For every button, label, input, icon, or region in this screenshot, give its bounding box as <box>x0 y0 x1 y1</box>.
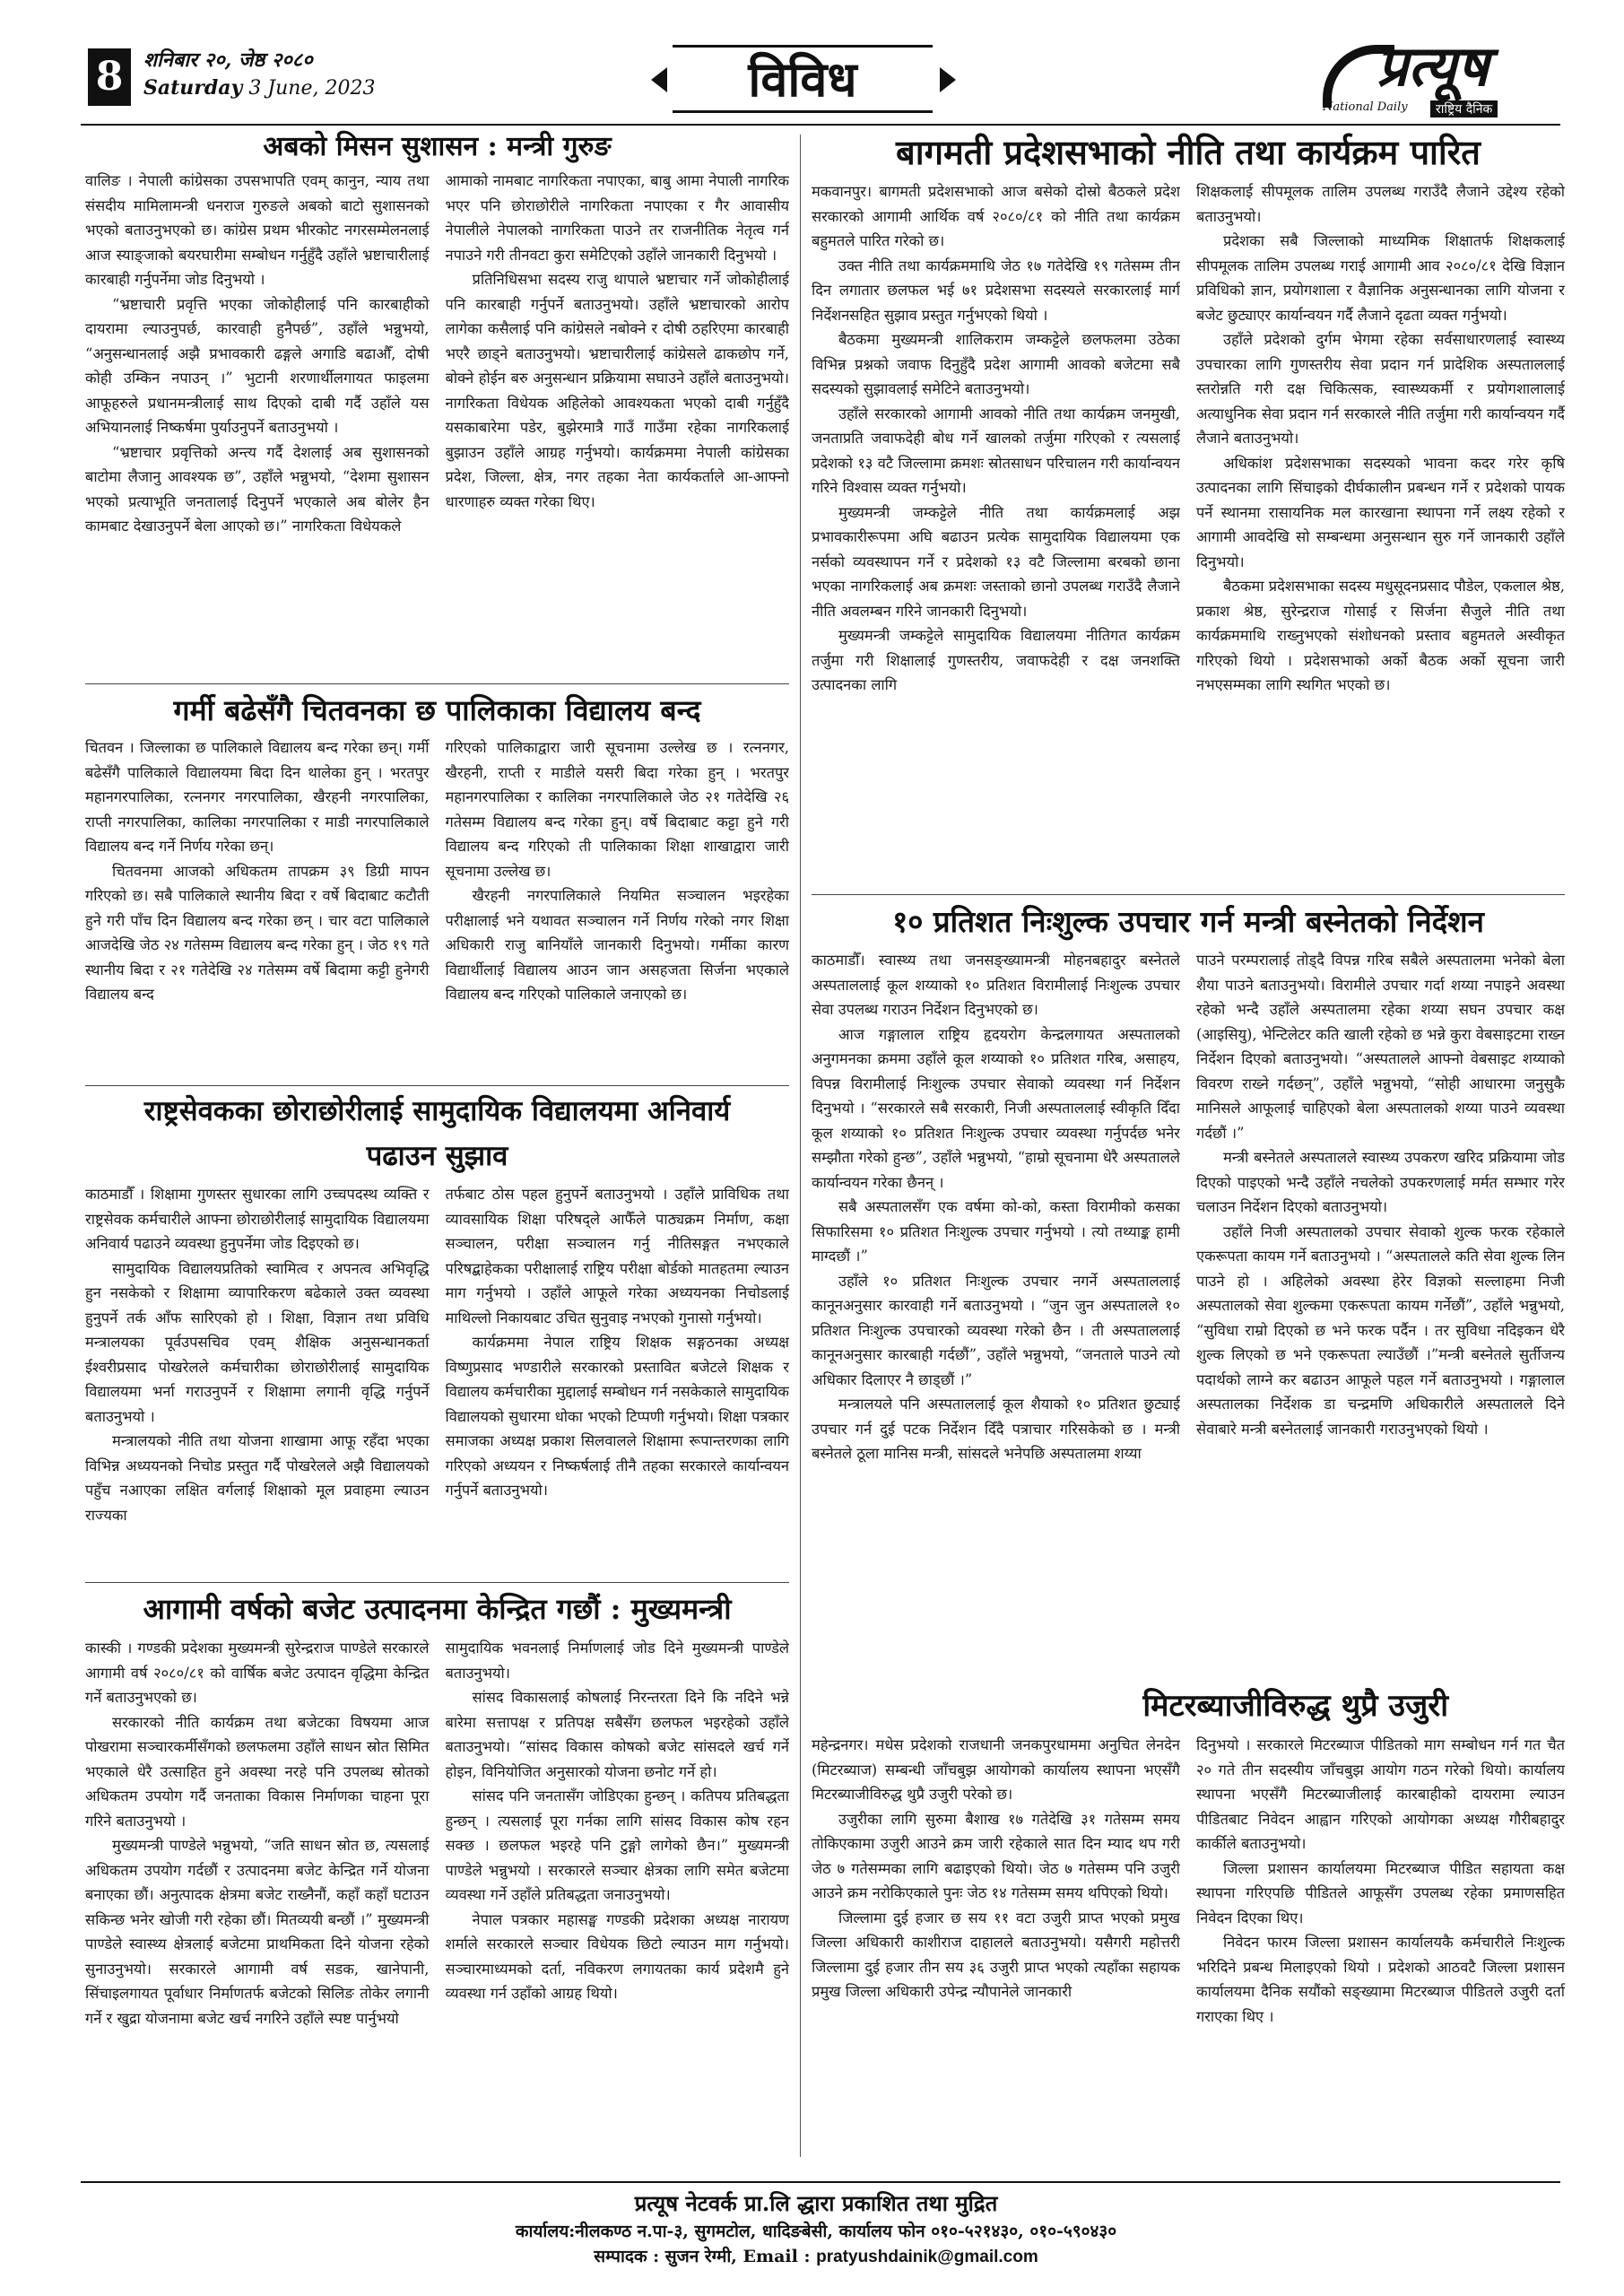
office-line: कार्यालय:नीलकण्ठ न.पा-३, सुगमटोल, धादिङबेसी, कार्यालय फोन ०१०-५२१४३०, ०१०-५९०४३० <box>515 2222 1117 2241</box>
paragraph: मन्त्री बस्नेतले अस्पतालले स्वास्थ्य उपकरण खरिद प्रक्रियामा जोड दिएको पाइएको भन्दै उहाँले नचलेको उपकरणलाई मर्मत सम्भार गरेर चलाउन निर्देशन दिएको बताउनुभयो। <box>1196 1149 1565 1215</box>
paragraph: वालिङ । नेपाली कांग्रेसका उपसभापति एवम् कानुन, न्याय तथा संसदीय मामिलामन्त्री धनराज गुरुङले अबको बाटो सुशासनको भएको बताउनुभएको छ। कांग्रेस प्रथम भीरकोट नगरसम्मेलनलाई आज स्याङ्जाको बयरघारीमा सम्बोधन गर्नुहुँदै उहाँले भ्रष्टाचारीलाई कारबाही गर्नुपर्नेमा जोड दिनुभयो । <box>85 172 430 288</box>
article-free-treatment <box>812 898 1565 1678</box>
paragraph: मकवानपुर। बागमती प्रदेशसभाको आज बसेको दोस्रो बैठकले प्रदेश सरकारको आगामी आर्थिक वर्ष २०८०/८१ को नीति तथा कार्यक्रम बहुमतले पारित गरेको छ। <box>812 183 1180 249</box>
paragraph: शिक्षकलाई सीपमूलक तालिम उपलब्ध गराउँदै लैजाने उद्देश्य रहेको बताउनुभयो। <box>1196 183 1565 225</box>
editor-line <box>314 2244 1318 2270</box>
paragraph: दिनुभयो । सरकारले मिटरब्याज पीडितको माग सम्बोधन गर्न गत चैत २० गते तीन सदस्यीय जाँचबुझ आयोग गठन गरेको थियो। कार्यालय स्थापना भएसँगै मिटरब्याजीलाई कारबाहीको दायरामा ल्याउन पीडितबाट निवेदन आह्वान गरिएको आयोगका अध्यक्ष गौरीबहादुर कार्कीले बताउनुभयो। <box>1196 1736 1565 1852</box>
paragraph: बैठकमा मुख्यमन्त्री शालिकराम जम्कट्टेले छलफलमा उठेका विभिन्न प्रश्नको जवाफ दिनुहुँदै प्रदेश आगामी आवको बजेटमा सबै सदस्यको सुझावलाई समेटिने बताउनुभयो। <box>812 331 1180 397</box>
article-headline: १० प्रतिशत निःशुल्क उपचार गर्न मन्त्री बस्नेतको निर्देशन <box>892 904 1484 939</box>
paragraph: सबै अस्पतालसँग एक वर्षमा को-को, कस्ता विरामीको कसका सिफारिसमा १० प्रतिशत निःशुल्क उपचार गर्नुभयो । त्यो तथ्याङ्क हामी माग्दछौं ।” <box>812 1198 1180 1265</box>
article-column <box>446 1636 790 2173</box>
paragraph: “भ्रष्टाचारी प्रवृत्ति भएका जोकोहीलाई पनि कारबाहीको दायरामा ल्याउनुपर्छ, कारवाही हुनैपर्छ”, उहाँले भन्नुभयो, “अनुसन्धानलाई अझै प्रभावकारी ढङ्गले अगाडि बढाऔँ, दोषी कोही उम्किन नपाउन् ।” भुटानी शरणार्थीलगायत फाइलमा आफूहरुले प्रधानमन्त्रीलाई साथ दिएको दाबी गर्दै उहाँले यस अभियानलाई निष्कर्षमा पुर्याउनुपर्ने बताउनुभयो । <box>85 295 430 436</box>
paragraph: आमाको नामबाट नागरिकता नपाएका, बाबु आमा नेपाली नागरिक भएर पनि छोराछोरीले नागरिकता नपाएका र गैर आवासीय नेपालीले नेपालको नागरिकता पाउने तर राजनीतिक नेतृत्व गर्न नपाउने गरी तीनवटा कुरा समेटिएको उहाँले जानकारी दिनुभयो । <box>445 172 789 264</box>
column-divider <box>800 135 801 2157</box>
paragraph: काठमाडौँ। स्वास्थ्य तथा जनसङ्ख्यामन्त्री मोहनबहादुर बस्नेतले अस्पताललाई कूल शय्याको १० प्रतिशत विरामीलाई निःशुल्क उपचार सेवा उपलब्ध गराउन निर्देशन दिनुभएको छ। <box>812 952 1180 1018</box>
article-budget-production <box>85 1586 789 2173</box>
article-headline: राष्ट्रसेवकका छोराछोरीलाई सामुदायिक विद्यालयमा अनिवार्य <box>143 1095 731 1127</box>
paragraph: कार्यक्रममा नेपाल राष्ट्रिय शिक्षक सङ्गठनका अध्यक्ष विष्णुप्रसाद भण्डारीले सरकारको प्रस्तावित बजेटले शिक्षक र विद्यालय कर्मचारीका मुद्दालाई सम्बोधन गर्न नसकेकाले सामुदायिक विद्यालयको सुधारमा धोका भएको टिप्पणी गर्नुभयो। शिक्षा पत्रकार समाजका अध्यक्ष प्रकाश सिलवालले शिक्षामा रूपान्तरणका लागि गरिएको अध्ययन र निष्कर्षलाई तीनै तहका सरकारले कार्यान्वयन गर्नुपर्ने बताउनुभयो। <box>445 1334 789 1499</box>
imprint-footer <box>314 2188 1318 2278</box>
paragraph: सामुदायिक भवनलाई निर्माणलाई जोड दिने मुख्यमन्त्री पाण्डेले बताउनुभयो। <box>445 1639 789 1682</box>
paragraph: मुख्यमन्त्री जम्कट्टेले नीति तथा कार्यक्रमलाई अझ प्रभावकारीरूपमा अघि बढाउन प्रत्येक सामुदायिक विद्यालयमा एक नर्सको व्यवस्थापन गर्ने र प्रदेशको १३ वटै जिल्लामा बरबको छाना भएका नागरिकलाई अब क्रमशः जस्ताको छानो उपलब्ध गराउँदै लैजाने नीति अवलम्बन गरिने जानकारी दिनुभयो। <box>812 503 1180 620</box>
article-divider <box>85 1582 789 1583</box>
article-headline: आगामी वर्षको बजेट उत्पादनमा केन्द्रित गछौं : मुख्यमन्त्री <box>143 1592 732 1626</box>
paragraph: प्रदेशका सबै जिल्लाको माध्यमिक शिक्षातर्फ शिक्षकलाई सीपमूलक तालिम उपलब्ध गराई आगामी आव २०८०/८१ देखि विज्ञान प्रविधिको ज्ञान, प्रयोगशाला र वैज्ञानिक अनुसन्धानका लागि योजना र बजेट छुट्याएर कार्यान्वयन गर्दै लैजाने दृढता व्यक्त गर्नुभयो। <box>1196 232 1565 324</box>
paragraph: आज गङ्गालाल राष्ट्रिय हृदयरोग केन्द्रलगायत अस्पतालको अनुगमनका क्रममा उहाँले कूल शय्याको १० प्रतिशत गरिब, असाहय, विपन्न विरामीलाई निःशुल्क उपचार सेवाको व्यवस्था गर्न निर्देशन दिनुभयो । “सरकारले सबै सरकारी, निजी अस्पताललाई स्वीकृति दिँदा कूल शय्याको १० प्रतिशत निःशुल्क उपचार व्यवस्था गर्नुपर्दछ भनेर सम्झौता गरेको हुन्छ”, उहाँले भन्नुभयो, “हाम्रो सूचनामा धेरै अस्पतालले कार्यान्वयन गरेका छैनन् । <box>812 1025 1180 1191</box>
article-bagmati-policy <box>812 127 1565 890</box>
paragraph: “भ्रष्टाचार प्रवृत्तिको अन्त्य गर्दै देशलाई अब सुशासनको बाटोमा लैजानु आवश्यक छ”, उहाँले भन्नुभयो, “देशमा सुशासन भएको प्रत्याभूति जनतालाई दिनुपर्ने भएकाले अब बोलेर हैन कामबाट देखाउनुपर्ने बेला आएको छ।” नागरिकता विधेयकले <box>85 443 430 535</box>
date-nepali: शनिबार २०, जेष्ठ २०८० <box>143 48 313 72</box>
paragraph: मन्त्रालयले पनि अस्पताललाई कूल शैयाको १० प्रतिशत छुट्याई उपचार गर्न दुई पटक निर्देशन दिँदै पत्राचार गरिसकेको छ । मन्त्री बस्नेतले ठूला मानिस मन्त्री, सांसदले भनेपछि अस्पतालमा शय्या <box>812 1396 1180 1462</box>
article-divider <box>812 894 1565 895</box>
article-usury-complaints <box>812 1681 1565 2174</box>
paragraph: प्रतिनिधिसभा सदस्य राजु थापाले भ्रष्टाचार गर्ने जोकोहीलाई पनि कारबाही गर्नुपर्ने बताउनुभयो। उहाँले भ्रष्टाचारको आरोप लागेका कसैलाई पनि कांग्रेसले नबोक्ने र दोषी ठहरिएमा कारबाही भएरै छाड्ने बताउनुभयो। भ्रष्टाचारीलाई कांग्रेसले ढाकछोप गर्ने, बोक्ने होईन बरु अनुसन्धान प्रक्रियामा सघाउने उहाँले बताउनुभयो। नागरिकता विधेयक अहिलेको आवश्यकता भएको दाबी गर्नुहुँदै यसकाबारेमा पडेर, बुझेरमात्रै गाउँ गाउँमा रहेका नागरिकलाई बुझाउन उहाँले आग्रह गर्नुभयो। कार्यक्रममा नेपाली कांग्रेसका प्रदेश, जिल्ला, क्षेत्र, नगर तहका नेता कार्यकर्ताले आ-आफ्नो धारणाहरु व्यक्त गरेका थिए। <box>445 271 789 510</box>
article-column <box>1196 179 1565 890</box>
paragraph: सांसद पनि जनतासँग जोडिएका हुन्छन् । कतिपय प्रतिबद्धता हुन्छन् । त्यसलाई पूरा गर्नका लागि सांसद विकास कोष रहन सक्छ । छलफल भइरहे पनि टुङ्गो लागेको छैन।” मुख्यमन्त्री पाण्डेले भन्नुभयो । सरकारले सञ्चार क्षेत्रका लागि समेत बजेटमा व्यवस्था गर्ने उहाँले प्रतिबद्धता जनाउनुभयो। <box>445 1787 789 1903</box>
editor-label: सम्पादक : सुजन रेग्मी, Email : <box>594 2247 811 2266</box>
article-civil-servants-children <box>85 1089 789 1578</box>
paragraph: उक्त नीति तथा कार्यक्रममाथि जेठ १७ गतेदेखि १९ गतेसम्म तीन दिन लगातार छलफल भई ७१ प्रदेशसभा सदस्यले सरकारलाई मार्ग निर्देशनसहित सुझाव प्रस्तुत गर्नुभएको थियो । <box>812 257 1180 324</box>
paragraph: जिल्लामा दुई हजार छ सय ११ वटा उजुरी प्राप्त भएको प्रमुख जिल्ला अधिकारी काशीराज दाहालले बताउनुभयो। यसैगरी महोत्तरी जिल्लामा दुई हजार तीन सय ३६ उजुरी प्राप्त भएको त्यहाँका सहायक प्रमुख जिल्ला अधिकारी उपेन्द्र न्यौपानेले जानकारी <box>812 1909 1180 2000</box>
publisher-line: प्रत्यूष नेटवर्क प्रा.लि द्धारा प्रकाशित तथा मुद्रित <box>634 2190 998 2216</box>
paragraph: उहाँले निजी अस्पतालको उपचार सेवाको शुल्क फरक रहेकाले एकरूपता कायम गर्ने बताउनुभयो । “अस्पतालले कति सेवा शुल्क लिन पाउने हो । अहिलेको अवस्था हेरेर विज्ञको सल्लाहमा निजी अस्पतालको सेवा शुल्कमा एकरूपता कायम गर्नेछौं”, उहाँले भन्नुभयो, “सुविधा राम्रो दिएको छ भने फरक पर्दैन । तर सुविधा नदिइकन धेरै शुल्क लिएको छ भने एकरूपता ल्याउँछौं ।”मन्त्री बस्नेतले सुर्तीजन्य पदार्थको लाग्ने कर बढाउन आफूले पहल गर्ने बताउनुभयो । गङ्गालाल अस्पतालका निर्देशक डा चन्द्रमणि अधिकारीले अस्पतालले दिने सेवाबारे मन्त्री बस्नेतलाई जानकारी गराउनुभएको थियो । <box>1196 1222 1565 1438</box>
paragraph: निवेदन फारम जिल्ला प्रशासन कार्यालयकै कर्मचारीले निःशुल्क भरिदिने प्रबन्ध मिलाइएको थियो । प्रदेशको आठवटै जिल्ला प्रशासन कार्यालयमा दैनिक सयौंको सङ्ख्यामा मिटरब्याज पीडितले उजुरी दर्ता गराएका थिए । <box>1196 1934 1565 2025</box>
masthead-sub-np: राष्ट्रिय दैनिक <box>1430 100 1498 117</box>
paragraph: मुख्यमन्त्री पाण्डेले भन्नुभयो, “जति साधन स्रोत छ, त्यसलाई अधिकतम उपयोग गर्दछौं र उत्पादनमा बजेट केन्द्रित गर्ने योजना बनाएका छौं। अनुत्पादक क्षेत्रमा बजेट राख्नैनौं, कहाँ कहाँ घटाउन सकिन्छ भनेर खोजी गरी रहेका छौं। मितव्ययी बन्छौं ।” मुख्यमन्त्री पाण्डेले स्वास्थ्य क्षेत्रलाई बजेटमा प्राथमिकता दिने योजना रहेको सुनाउनुभयो। सरकारले आगामी वर्ष सडक, खानेपानी, सिंचाइलगायत पूर्वाधार निर्माणतर्फ बजेटको सिलिङ तोकेर लगानी गर्ने र खुद्रा योजनामा बजेट खर्च नगरिने उहाँले स्पष्ट पार्नुभयो <box>85 1837 430 2027</box>
section-title: विविध <box>673 45 933 113</box>
paragraph: गरिएको पालिकाद्वारा जारी सूचनामा उल्लेख छ । रत्ननगर, खैरहनी, राप्ती र माडीले यसरी बिदा गरेका हुन् । भरतपुर महानगरपालिका र कालिका नगरपालिकाले जेठ २१ गतेदेखि २६ गतेसम्म विद्यालय बन्द गरेका हुन्। वर्षे बिदाबाट कट्टा हुने गरी विद्यालय बन्द गरिएको ती पालिकाका शिक्षा शाखाद्वारा जारी सूचनामा उल्लेख छ। <box>445 739 789 880</box>
paragraph: चितवनमा आजको अधिकतम तापक्रम ३९ डिग्री मापन गरिएको छ। सबै पालिकाले स्थानीय बिदा र वर्षे बिदाबाट कटौती हुने गरी पाँच दिन विद्यालय बन्द गरेका छन् । चार वटा पालिकाले आजदेखि जेठ २४ गतेसम्म विद्यालय बन्द गरेका हुन् । जेठ १९ गते स्थानीय बिदा र २१ गतेदेखि २४ गतेसम्म वर्षे बिदामा कट्टी हुनेगरी विद्यालय बन्द <box>85 862 430 1003</box>
article-column <box>85 1636 430 2173</box>
paragraph: सामुदायिक विद्यालयप्रतिको स्वामित्व र अपनत्व अभिवृद्धि हुन नसकेको र शिक्षामा व्यापारिकरण बढेकाले उक्त व्यवस्था हुनुपर्ने तर्क आँफ सारिएको हो । शिक्षा, विज्ञान तथा प्रविधि मन्त्रालयका पूर्वउपसचिव एवम् शैक्षिक अनुसन्धानकर्ता ईश्वरीप्रसाद पोखरेलले कर्मचारीका छोराछोरीलाई सामुदायिक विद्यालयमा भर्ना गराउनुपर्ने र शिक्षामा लगानी वृद्धि गर्नुपर्ने बताउनुभयो । <box>85 1259 430 1425</box>
article-headline: गर्मी बढेसँगै चितवनका छ पालिकाका विद्यालय बन्द <box>173 693 701 727</box>
page-header <box>81 33 1560 121</box>
article-column <box>446 1182 790 1578</box>
page-number: 8 <box>88 48 131 106</box>
masthead-sub-en: National Daily <box>1323 100 1408 114</box>
article-column <box>85 169 430 679</box>
arrow-right-icon <box>940 67 956 92</box>
paragraph: उहाँले १० प्रतिशत निःशुल्क उपचार नगर्ने अस्पताललाई कानूनअनुसार कारवाही गर्ने बताउनुभयो । “जुन जुन अस्पतालले १० प्रतिशत निःशुल्क उपचारको व्यवस्था गरेको छैन । ती अस्पताललाई कानूनअनुसार कारबाही गर्दछौं”, उहाँले भन्नुभयो, “जनताले पाउने त्यो अधिकार दिलाएर नै छाड्छौं ।” <box>812 1272 1180 1388</box>
article-divider <box>85 683 789 684</box>
paragraph: महेन्द्रनगर। मधेस प्रदेशको राजधानी जनकपुरधाममा अनुचित लेनदेन (मिटरब्याज) सम्बन्धी जाँचबुझ आयोगको कार्यालय स्थापना भएसँगै मिटरब्याजीविरुद्ध थुप्रै उजुरी परेको छ। <box>812 1736 1180 1803</box>
paragraph: उहाँले सरकारको आगामी आवको नीति तथा कार्यक्रम जनमुखी, जनताप्रति जवाफदेही बोध गर्ने खालको तर्जुमा गरिएको र त्यसलाई प्रदेशको १३ वटै जिल्लामा क्रमशः स्रोतसाधन परिचालन गरी कार्यान्वयन गरिने विश्वास व्यक्त गर्नुभयो। <box>812 404 1180 496</box>
date-english: 3 June, 2023 <box>248 77 376 100</box>
article-column <box>812 948 1180 1678</box>
article-headline: बागमती प्रदेशसभाको नीति तथा कार्यक्रम पारित <box>896 132 1481 172</box>
article-column <box>446 735 790 1082</box>
article-column <box>1196 948 1565 1678</box>
article-divider <box>85 1085 789 1086</box>
paragraph: सांसद विकासलाई कोषलाई निरन्तरता दिने कि नदिने भन्ने बारेमा सत्तापक्ष र प्रतिपक्ष सबैसँग छलफल भइरहेको उहाँले बताउनुभयो। “सांसद विकास कोषको बजेट सांसदले खर्च गर्ने होइन, विनियोजित अनुसारको योजना छनोट गर्ने हो। <box>445 1689 789 1780</box>
masthead-logo <box>1323 33 1560 117</box>
paragraph: उजुरीका लागि सुरुमा बैशाख १७ गतेदेखि ३१ गतेसम्म समय तोकिएकामा उजुरी आउने क्रम जारी रहेकाले सात दिन म्याद थप गरी जेठ ७ गतेसम्मका लागि बढाइएको थियो। जेठ ७ गतेसम्म पनि उजुरी आउने क्रम नरोकिएकाले पुनः जेठ १४ गतेसम्म समय थपिएको थियो। <box>812 1810 1180 1901</box>
date-english-day: Saturday <box>143 76 243 100</box>
paragraph: तर्फबाट ठोस पहल हुनुपर्ने बताउनुभयो । उहाँले प्राविधिक तथा व्यावसायिक शिक्षा परिषद्ले आफैँले पाठ्यक्रम निर्माण, कक्षा सञ्चालन, परीक्षा सञ्चालन गर्नु नीतिसङ्गत नभएकाले परिषद्बाहेकका परीक्षालाई राष्ट्रिय परीक्षा बोर्डको मातहतमा ल्याउन माग गर्नुभयो । उहाँले आफूले गरेका अध्ययनका निचोडलाई माथिल्लो निकायबाट उचित सुनुवाइ नभएको गुनासो गर्नुभयो। <box>445 1186 789 1326</box>
paragraph: चितवन । जिल्लाका छ पालिकाले विद्यालय बन्द गरेका छन्। गर्मी बढेसँगै पालिकाले विद्यालयमा बिदा दिन थालेका हुन् । भरतपुर महानगरपालिका, रत्ननगर नगरपालिका, खैरहनी नगरपालिका, राप्ती नगरपालिका, कालिका नगरपालिका र माडी नगरपालिकाले विद्यालय बन्द गर्ने निर्णय गरेका छन्। <box>85 739 430 855</box>
paragraph: कास्की । गण्डकी प्रदेशका मुख्यमन्त्री सुरेन्द्रराज पाण्डेले सरकारले आगामी वर्ष २०८०/८१ को वार्षिक बजेट उत्पादन वृद्धिमा केन्द्रित गर्ने बताउनुभएको छ। <box>85 1639 430 1706</box>
paragraph: जिल्ला प्रशासन कार्यालयमा मिटरब्याज पीडित सहायता कक्ष स्थापना गरिएपछि पीडितले आफूसँग उपलब्ध रहेका प्रमाणसहित निवेदन दिएका थिए। <box>1196 1859 1565 1926</box>
issue-date <box>143 47 375 102</box>
article-column <box>446 169 790 679</box>
masthead-title: प्रत्यूष <box>1376 33 1489 99</box>
paragraph: सरकारको नीति कार्यक्रम तथा बजेटका विषयमा आज पोखरामा सञ्चारकर्मीसँगको छलफलमा उहाँले साधन स्रोत सिमित भएकाले धेरै उत्साहित हुने अवस्था नरहे पनि उपलब्ध स्रोतको अधिकतम उपयोग गर्दै जनताका विकास निर्माणका चाहना पूरा गरिने बताउनुभयो । <box>85 1713 430 1830</box>
paragraph: नेपाल पत्रकार महासङ्घ गण्डकी प्रदेशका अध्यक्ष नारायण शर्माले सरकारले सञ्चार विधेयक छिटो ल्याउन माग गर्नुभयो। सञ्चारमाध्यमको दर्ता, नविकरण लगायतका कार्य प्रदेशमै हुने व्यवस्था गर्न उहाँको आग्रह थियो। <box>445 1910 789 2002</box>
article-column <box>812 1733 1180 2174</box>
footer-rule <box>81 2181 1560 2183</box>
article-chitwan-schools-closed <box>85 687 789 1082</box>
article-column <box>1196 1733 1565 2174</box>
paragraph: काठमाडौँ । शिक्षामा गुणस्तर सुधारका लागि उच्चपदस्थ व्यक्ति र राष्ट्रसेवक कर्मचारीले आफ्ना छोराछोरीलाई सामुदायिक विद्यालयमा अनिवार्य पढाउने व्यवस्था हुनुपर्नेमा जोड दिइएको छ। <box>85 1186 430 1252</box>
article-column <box>85 1182 430 1578</box>
paragraph: खैरहनी नगरपालिकाले नियमित सञ्चालन भइरहेका परीक्षालाई भने यथावत सञ्चालन गर्ने निर्णय गरेको नगर शिक्षा अधिकारी राजु बानियाँले जानकारी दिनुभयो। गर्मीका कारण विद्यार्थीलाई विद्यालय आउन जान असहजता सिर्जना भएकाले विद्यालय बन्द गरिएको पालिकाले जनाएको छ। <box>445 887 789 1003</box>
article-column <box>812 179 1180 890</box>
article-column <box>85 735 430 1082</box>
paragraph: मुख्यमन्त्री जम्कट्टेले सामुदायिक विद्यालयमा नीतिगत कार्यक्रम तर्जुमा गरी शिक्षालाई गुणस्तरीय, जवाफदेही र दक्ष जनशक्ति उत्पादनका लागि <box>812 627 1180 693</box>
paragraph: अधिकांश प्रदेशसभाका सदस्यको भावना कदर गरेर कृषि उत्पादनका लागि सिंचाइको दीर्घकालीन प्रबन्धन गर्ने र प्रदेशको पायक पर्ने स्थानमा रासायनिक मल कारखाना स्थापना गर्ने लक्ष्य रहेको र आगामी आवदेखि सो सम्बन्धमा अनुसन्धान सुरु गर्ने जानकारी उहाँले दिनुभयो। <box>1196 454 1565 570</box>
article-headline: अबको मिसन सुशासन : मन्त्री गुरुङ <box>263 131 612 162</box>
arrow-left-icon <box>651 67 667 92</box>
article-headline: मिटरब्याजीविरुद्ध थुप्रै उजुरी <box>1142 1688 1448 1724</box>
article-mission-good-governance <box>85 127 789 679</box>
article-headline-line2: पढाउन सुझाव <box>366 1140 508 1172</box>
header-rule <box>81 124 1560 126</box>
paragraph: पाउने परम्परालाई तोड्दै विपन्न गरिब सबैले अस्पतालमा भनेको बेला शैया पाउने बताउनुभयो। विरामीले उपचार गर्दा शय्या नपाइने अवस्था रहेको भन्दै उहाँले अस्पतालमा रहेका शय्या सघन उपचार कक्ष (आइसियु), भेन्टिलेटर कति खाली रहेको छ भन्ने कुरा वेबसाइटमा राख्न निर्देशन दिएको बताउनुभयो। “अस्पतालले आफ्नो वेबसाइट शय्याको विवरण राख्ने गर्दछन्”, उहाँले भन्नुभयो, “सोही आधारमा जनुसुकै मानिसले आफूलाई चाहिएको बेला अस्पतालको शय्या पाउने व्यवस्था गर्दछौं ।” <box>1196 952 1565 1142</box>
paragraph: बैठकमा प्रदेशसभाका सदस्य मधुसूदनप्रसाद पौडेल, एकलाल श्रेष्ठ, प्रकाश श्रेष्ठ, सुरेन्द्रराज गोसाई र सिर्जना सैजुले नीति तथा कार्यक्रममाथि राख्नुभएको संशोधनको प्रस्ताव बहुमतले अस्वीकृत गरिएको थियो । प्रदेशसभाको अर्को बैठक अर्को सूचना जारी नभएसम्मका लागि स्थगित भएको छ। <box>1196 578 1565 693</box>
paragraph: उहाँले प्रदेशको दुर्गम भेगमा रहेका सर्वसाधारणलाई स्वास्थ्य उपचारका लागि गुणस्तरीय सेवा प्रदान गर्न प्रादेशिक अस्पताललाई स्तरोन्नति गरी दक्ष चिकित्सक, स्वास्थ्यकर्मी र प्रयोगशालालाई अत्याधुनिक सेवा प्रदान गर्न सरकारले नीति तर्जुमा गरी कार्यान्वयन गर्दै लैजाने बताउनुभयो। <box>1196 331 1565 447</box>
paragraph: मन्त्रालयको नीति तथा योजना शाखामा आफू रहँदा भएका विभिन्न अध्ययनको निचोड प्रस्तुत गर्दै पोखरेलले अझै विद्यालयको पहुँच नआएका लक्षित वर्गलाई शिक्षाको मूल प्रवाहमा ल्याउन राज्यका <box>85 1432 430 1524</box>
editor-email: pratyushdainik@gmail.com <box>816 2248 1038 2266</box>
